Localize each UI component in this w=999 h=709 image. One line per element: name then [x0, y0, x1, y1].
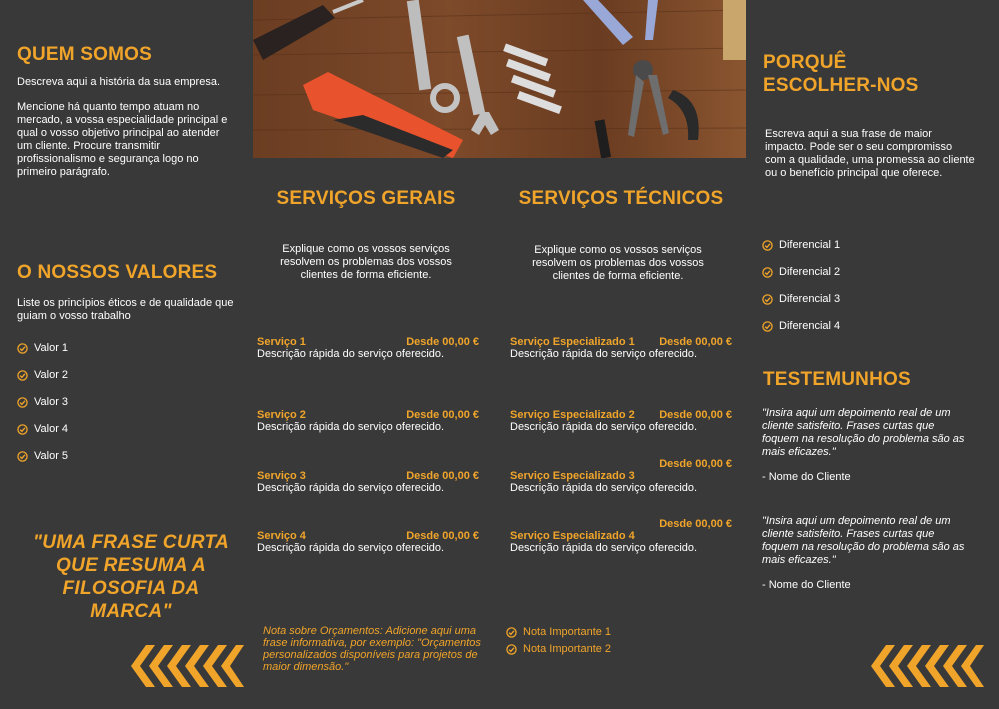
technical-service-item — [510, 409, 732, 433]
technical-service-item — [510, 336, 732, 360]
check-circle-icon — [17, 370, 28, 381]
check-circle-icon — [762, 321, 773, 332]
list-item — [506, 642, 611, 656]
service-description: Descrição rápida do serviço oferecido. — [510, 348, 698, 360]
general-service-item — [257, 470, 479, 494]
service-description: Descrição rápida do serviço oferecido. — [510, 482, 698, 494]
values-list — [17, 341, 237, 463]
service-name: Serviço 2 — [257, 409, 306, 421]
service-description: Descrição rápida do serviço oferecido. — [510, 421, 698, 433]
why-us-text: Escreva aqui a sua frase de maior impacto. Pode ser o seu compromisso com a qualidade, uma promessa ao cliente ou o benefício principal que oferece. — [765, 128, 975, 179]
value-label: Valor 4 — [34, 423, 69, 435]
service-name: Serviço 3 — [257, 470, 306, 482]
differential-label: Diferencial 3 — [779, 293, 841, 305]
testimonial — [762, 407, 972, 484]
value-label: Valor 3 — [34, 396, 69, 408]
list-item — [762, 319, 840, 333]
values-title: O NOSSOS VALORES — [17, 262, 218, 283]
general-service-item — [257, 336, 479, 360]
service-description: Descrição rápida do serviço oferecido. — [257, 348, 445, 360]
service-name: Serviço Especializado 1 — [510, 336, 635, 348]
service-price: Desde 00,00 € — [659, 409, 732, 421]
differential-label: Diferencial 2 — [779, 266, 841, 278]
service-price: Desde 00,00 € — [406, 336, 479, 348]
list-item — [17, 341, 237, 355]
service-name: Serviço Especializado 3 — [510, 470, 635, 482]
list-item — [17, 449, 237, 463]
service-price: Desde 00,00 € — [659, 458, 732, 470]
value-label: Valor 1 — [34, 342, 69, 354]
check-circle-icon — [17, 397, 28, 408]
check-circle-icon — [762, 240, 773, 251]
check-circle-icon — [506, 627, 517, 638]
chevron-arrows-icon — [868, 645, 984, 687]
differential-label: Diferencial 4 — [779, 320, 841, 332]
differentials-list — [762, 238, 840, 333]
technical-services-intro: Explique como os vossos serviços resolvem os problemas dos vossos clientes de forma eficiente. — [532, 244, 704, 282]
check-circle-icon — [17, 451, 28, 462]
values-intro: Liste os princípios éticos e de qualidade que guiam o vosso trabalho — [17, 297, 234, 322]
technical-services-title: SERVIÇOS TÉCNICOS — [518, 188, 724, 209]
chevron-arrows-icon — [128, 645, 244, 687]
technical-service-item — [510, 458, 732, 494]
check-circle-icon — [506, 644, 517, 655]
note-label: Nota Importante 1 — [523, 626, 612, 638]
about-paragraph-1: Descreva aqui a história da sua empresa. — [17, 76, 220, 88]
service-name: Serviço 4 — [257, 530, 306, 542]
why-us-title: PORQUÊ ESCOLHER-NOS — [763, 52, 919, 96]
about-section — [17, 44, 232, 179]
service-price: Desde 00,00 € — [659, 336, 732, 348]
check-circle-icon — [762, 267, 773, 278]
about-title: QUEM SOMOS — [17, 44, 153, 65]
list-item — [17, 368, 237, 382]
testimonial-author: - Nome do Cliente — [762, 471, 851, 483]
technical-service-item — [510, 518, 732, 554]
service-description: Descrição rápida do serviço oferecido. — [257, 421, 445, 433]
service-name: Serviço Especializado 4 — [510, 530, 635, 542]
testimonial-quote: "Insira aqui um depoimento real de um cliente satisfeito. Frases curtas que foquem na resolução do problema são as mais eficazes." — [762, 407, 965, 458]
service-description: Descrição rápida do serviço oferecido. — [257, 482, 445, 494]
service-price: Desde 00,00 € — [406, 409, 479, 421]
value-label: Valor 2 — [34, 369, 69, 381]
about-paragraph-2: Mencione há quanto tempo atuam no mercado, a vossa especialidade principal e qual o vosso objetivo principal ao atender um cliente. Procure transmitir profissionalismo e segurança logo no primeiro parágrafo. — [17, 101, 228, 178]
service-name: Serviço 1 — [257, 336, 306, 348]
service-description: Descrição rápida do serviço oferecido. — [510, 542, 698, 554]
list-item — [762, 238, 840, 252]
list-item — [17, 395, 237, 409]
list-item — [17, 422, 237, 436]
general-services-intro: Explique como os vossos serviços resolvem os problemas dos vossos clientes de forma eficiente. — [280, 243, 452, 281]
value-label: Valor 5 — [34, 450, 69, 462]
service-price: Desde 00,00 € — [406, 470, 479, 482]
service-description: Descrição rápida do serviço oferecido. — [257, 542, 445, 554]
check-circle-icon — [17, 343, 28, 354]
important-notes — [506, 625, 611, 656]
list-item — [762, 265, 840, 279]
service-price: Desde 00,00 € — [659, 518, 732, 530]
list-item — [762, 292, 840, 306]
list-item — [506, 625, 611, 639]
general-services-title: SERVIÇOS GERAIS — [276, 188, 456, 209]
budget-note: Nota sobre Orçamentos: Adicione aqui uma frase informativa, por exemplo: "Orçamentos personalizados disponíveis para projetos de maior dimensão." — [263, 625, 481, 673]
check-circle-icon — [762, 294, 773, 305]
brand-slogan: "UMA FRASE CURTA QUE RESUMA A FILOSOFIA DA MARCA" — [32, 532, 230, 622]
service-name: Serviço Especializado 2 — [510, 409, 635, 421]
differential-label: Diferencial 1 — [779, 239, 841, 251]
testimonial-author: - Nome do Cliente — [762, 579, 851, 591]
check-circle-icon — [17, 424, 28, 435]
testimonial-quote: "Insira aqui um depoimento real de um cliente satisfeito. Frases curtas que foquem na resolução do problema são as mais eficazes." — [762, 515, 965, 566]
testimonial — [762, 515, 972, 592]
testimonials-title: TESTEMUNHOS — [763, 369, 911, 390]
tools-photo — [253, 0, 746, 158]
service-price: Desde 00,00 € — [406, 530, 479, 542]
general-service-item — [257, 530, 479, 554]
general-service-item — [257, 409, 479, 433]
note-label: Nota Importante 2 — [523, 643, 612, 655]
values-section — [17, 262, 237, 463]
